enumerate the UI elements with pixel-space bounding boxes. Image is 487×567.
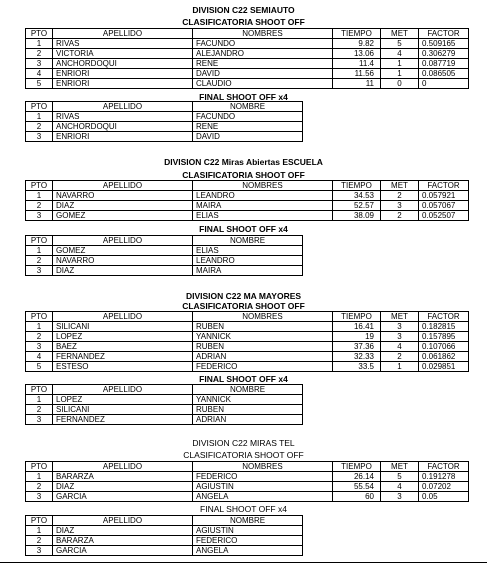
apellido-cell: DIAZ [53,526,193,536]
header-tiempo: TIEMPO [333,462,381,472]
pto-cell: 3 [26,132,53,142]
nombre-cell: MAIRA [193,266,303,276]
nombres-cell: CLAUDIO [193,79,333,89]
clasificatoria-title: CLASIFICATORIA SHOOT OFF [183,450,304,460]
nombre-cell: ADRIAN [193,415,303,425]
nombres-cell: RENE [193,59,333,69]
pto-cell: 1 [26,112,53,122]
division-title: DIVISION C22 SEMIAUTO [192,5,295,15]
nombres-cell: ADRIAN [193,352,333,362]
factor-cell: 0.052507 [419,211,469,221]
apellido-cell: SILICANI [53,405,193,415]
header-met: MET [381,29,419,39]
table-header [26,462,469,472]
header-nombres: NOMBRES [193,462,333,472]
apellido-cell: GARCIA [53,546,193,556]
pto-cell: 1 [26,39,53,49]
tiempo-cell: 34.53 [333,191,381,201]
nombres-cell: LEANDRO [193,191,333,201]
met-cell: 2 [381,191,419,201]
nombre-cell: RUBEN [193,405,303,415]
header-factor: FACTOR [419,462,469,472]
tiempo-cell: 19 [333,332,381,342]
header-met: MET [381,181,419,191]
pto-cell: 2 [26,49,53,59]
header-nombres: NOMBRES [193,181,333,191]
clasificatoria-title: CLASIFICATORIA SHOOT OFF [182,17,305,27]
pto-cell: 3 [26,266,53,276]
final-table [25,101,303,142]
table-header [26,181,469,191]
apellido-cell: RIVAS [53,39,193,49]
division-title: DIVISION C22 Miras Abiertas ESCUELA [164,157,323,167]
tiempo-cell: 60 [333,492,381,502]
factor-cell: 0.191278 [419,472,469,482]
header-nombres: NOMBRES [193,29,333,39]
pto-cell: 2 [26,482,53,492]
header-apellido: APELLIDO [53,312,193,322]
table-row [26,322,469,332]
factor-cell: 0.05 [419,492,469,502]
table-row [26,362,469,372]
apellido-cell: BARARZA [53,536,193,546]
header-nombre: NOMBRE [193,385,303,395]
apellido-cell: DIAZ [53,201,193,211]
met-cell: 1 [381,69,419,79]
tiempo-cell: 11.56 [333,69,381,79]
division-title: DIVISION C22 MA MAYORES [185,291,302,301]
apellido-cell: ESTESO [53,362,193,372]
factor-cell: 0.107066 [419,342,469,352]
header-apellido: APELLIDO [53,462,193,472]
header-nombre: NOMBRE [193,236,303,246]
final-table [25,515,303,556]
met-cell: 2 [381,352,419,362]
header-pto: PTO [26,29,53,39]
header-nombres: NOMBRES [193,312,333,322]
nombres-cell: YANNICK [193,332,333,342]
clasificatoria-title: CLASIFICATORIA SHOOT OFF [182,301,305,311]
table-row [26,342,469,352]
clasificatoria-table [25,180,469,221]
nombres-cell: RUBEN [193,342,333,352]
factor-cell: 0.07202 [419,482,469,492]
table-row [26,79,469,89]
apellido-cell: NAVARRO [53,256,193,266]
apellido-cell: ENRIORI [53,79,193,89]
table-row [26,191,469,201]
nombres-cell: FEDERICO [193,362,333,372]
tiempo-cell: 26.14 [333,472,381,482]
tiempo-cell: 52.57 [333,201,381,211]
apellido-cell: FERNANDEZ [53,415,193,425]
nombre-cell: RENE [193,122,303,132]
header-pto: PTO [26,102,53,112]
factor-cell: 0.057921 [419,191,469,201]
apellido-cell: GOMEZ [53,246,193,256]
table-row [26,266,303,276]
factor-cell: 0.057067 [419,201,469,211]
met-cell: 5 [381,39,419,49]
table-header [26,29,469,39]
tiempo-cell: 11.4 [333,59,381,69]
tiempo-cell: 32.33 [333,352,381,362]
header-apellido: APELLIDO [53,181,193,191]
table-row [26,246,303,256]
header-factor: FACTOR [419,312,469,322]
apellido-cell: GOMEZ [53,211,193,221]
header-met: MET [381,312,419,322]
pto-cell: 2 [26,332,53,342]
header-tiempo: TIEMPO [333,181,381,191]
pto-cell: 2 [26,122,53,132]
pto-cell: 3 [26,546,53,556]
nombre-cell: ANGELA [193,546,303,556]
table-row [26,415,303,425]
met-cell: 1 [381,362,419,372]
table-row [26,482,469,492]
nombre-cell: LEANDRO [193,256,303,266]
table-row [26,69,469,79]
apellido-cell: ANCHORDOQUI [53,59,193,69]
nombre-cell: AGIUSTIN [193,526,303,536]
nombre-cell: ELIAS [193,246,303,256]
header-met: MET [381,462,419,472]
met-cell: 4 [381,482,419,492]
header-pto: PTO [26,385,53,395]
table-row [26,536,303,546]
met-cell: 1 [381,59,419,69]
clasificatoria-title: CLASIFICATORIA SHOOT OFF [182,170,305,180]
final-title: FINAL SHOOT OFF x4 [199,374,288,384]
table-row [26,49,469,59]
nombres-cell: DAVID [193,69,333,79]
table-row [26,122,303,132]
tiempo-cell: 55.54 [333,482,381,492]
nombres-cell: FEDERICO [193,472,333,482]
apellido-cell: LOPEZ [53,332,193,342]
met-cell: 5 [381,472,419,482]
nombre-cell: DAVID [193,132,303,142]
apellido-cell: RIVAS [53,112,193,122]
header-factor: FACTOR [419,29,469,39]
pto-cell: 3 [26,492,53,502]
table-header [26,312,469,322]
table-row [26,211,469,221]
pto-cell: 3 [26,342,53,352]
apellido-cell: BAEZ [53,342,193,352]
table-row [26,405,303,415]
pto-cell: 1 [26,322,53,332]
nombres-cell: ALEJANDRO [193,49,333,59]
tiempo-cell: 33.5 [333,362,381,372]
tiempo-cell: 13.06 [333,49,381,59]
table-row [26,256,303,266]
table-row [26,132,303,142]
nombres-cell: MAIRA [193,201,333,211]
header-apellido: APELLIDO [53,236,193,246]
met-cell: 3 [381,492,419,502]
pto-cell: 2 [26,405,53,415]
header-tiempo: TIEMPO [333,312,381,322]
nombre-cell: FACUNDO [193,112,303,122]
table-header [26,236,303,246]
table-row [26,112,303,122]
table-row [26,201,469,211]
apellido-cell: DIAZ [53,482,193,492]
tiempo-cell: 38.09 [333,211,381,221]
factor-cell: 0.086505 [419,69,469,79]
header-apellido: APELLIDO [53,29,193,39]
factor-cell: 0.087719 [419,59,469,69]
header-tiempo: TIEMPO [333,29,381,39]
factor-cell: 0.157895 [419,332,469,342]
factor-cell: 0.306279 [419,49,469,59]
pto-cell: 4 [26,69,53,79]
pto-cell: 2 [26,256,53,266]
final-table [25,384,303,425]
tiempo-cell: 16.41 [333,322,381,332]
header-nombre: NOMBRE [193,516,303,526]
header-apellido: APELLIDO [53,516,193,526]
division-title: DIVISION C22 MIRAS TEL [192,438,295,448]
apellido-cell: DIAZ [53,266,193,276]
final-title: FINAL SHOOT OFF x4 [199,92,288,102]
nombres-cell: AGIUSTIN [193,482,333,492]
nombre-cell: YANNICK [193,395,303,405]
clasificatoria-table [25,461,469,502]
nombres-cell: ELIAS [193,211,333,221]
tiempo-cell: 37.36 [333,342,381,352]
header-pto: PTO [26,462,53,472]
apellido-cell: LOPEZ [53,395,193,405]
clasificatoria-table [25,311,469,372]
pto-cell: 2 [26,201,53,211]
apellido-cell: BARARZA [53,472,193,482]
pto-cell: 3 [26,211,53,221]
met-cell: 4 [381,342,419,352]
header-pto: PTO [26,236,53,246]
nombres-cell: ANGELA [193,492,333,502]
nombres-cell: FACUNDO [193,39,333,49]
table-header [26,102,303,112]
apellido-cell: NAVARRO [53,191,193,201]
apellido-cell: ENRIORI [53,132,193,142]
apellido-cell: SILICANI [53,322,193,332]
table-row [26,332,469,342]
nombres-cell: RUBEN [193,322,333,332]
pto-cell: 3 [26,415,53,425]
header-factor: FACTOR [419,181,469,191]
met-cell: 2 [381,211,419,221]
tiempo-cell: 11 [333,79,381,89]
table-row [26,395,303,405]
pto-cell: 4 [26,352,53,362]
header-pto: PTO [26,516,53,526]
pto-cell: 1 [26,191,53,201]
apellido-cell: ANCHORDOQUI [53,122,193,132]
pto-cell: 1 [26,526,53,536]
apellido-cell: GARCIA [53,492,193,502]
clasificatoria-table [25,28,469,89]
final-title: FINAL SHOOT OFF x4 [199,224,288,234]
table-row [26,472,469,482]
header-apellido: APELLIDO [53,385,193,395]
nombre-cell: FEDERICO [193,536,303,546]
pto-cell: 5 [26,79,53,89]
table-row [26,546,303,556]
apellido-cell: VICTORIA [53,49,193,59]
pto-cell: 1 [26,472,53,482]
apellido-cell: FERNANDEZ [53,352,193,362]
factor-cell: 0.509165 [419,39,469,49]
header-apellido: APELLIDO [53,102,193,112]
met-cell: 3 [381,201,419,211]
final-table [25,235,303,276]
met-cell: 3 [381,332,419,342]
table-row [26,39,469,49]
pto-cell: 1 [26,246,53,256]
factor-cell: 0.182815 [419,322,469,332]
pto-cell: 5 [26,362,53,372]
tiempo-cell: 9.82 [333,39,381,49]
apellido-cell: ENRIORI [53,69,193,79]
header-nombre: NOMBRE [193,102,303,112]
table-header [26,385,303,395]
met-cell: 4 [381,49,419,59]
factor-cell: 0 [419,79,469,89]
page-divider [0,562,487,563]
pto-cell: 3 [26,59,53,69]
factor-cell: 0.061862 [419,352,469,362]
factor-cell: 0.029851 [419,362,469,372]
pto-cell: 2 [26,536,53,546]
final-title: FINAL SHOOT OFF x4 [200,504,287,514]
met-cell: 0 [381,79,419,89]
header-pto: PTO [26,181,53,191]
header-pto: PTO [26,312,53,322]
met-cell: 3 [381,322,419,332]
table-row [26,352,469,362]
table-header [26,516,303,526]
pto-cell: 1 [26,395,53,405]
table-row [26,59,469,69]
table-row [26,526,303,536]
table-row [26,492,469,502]
